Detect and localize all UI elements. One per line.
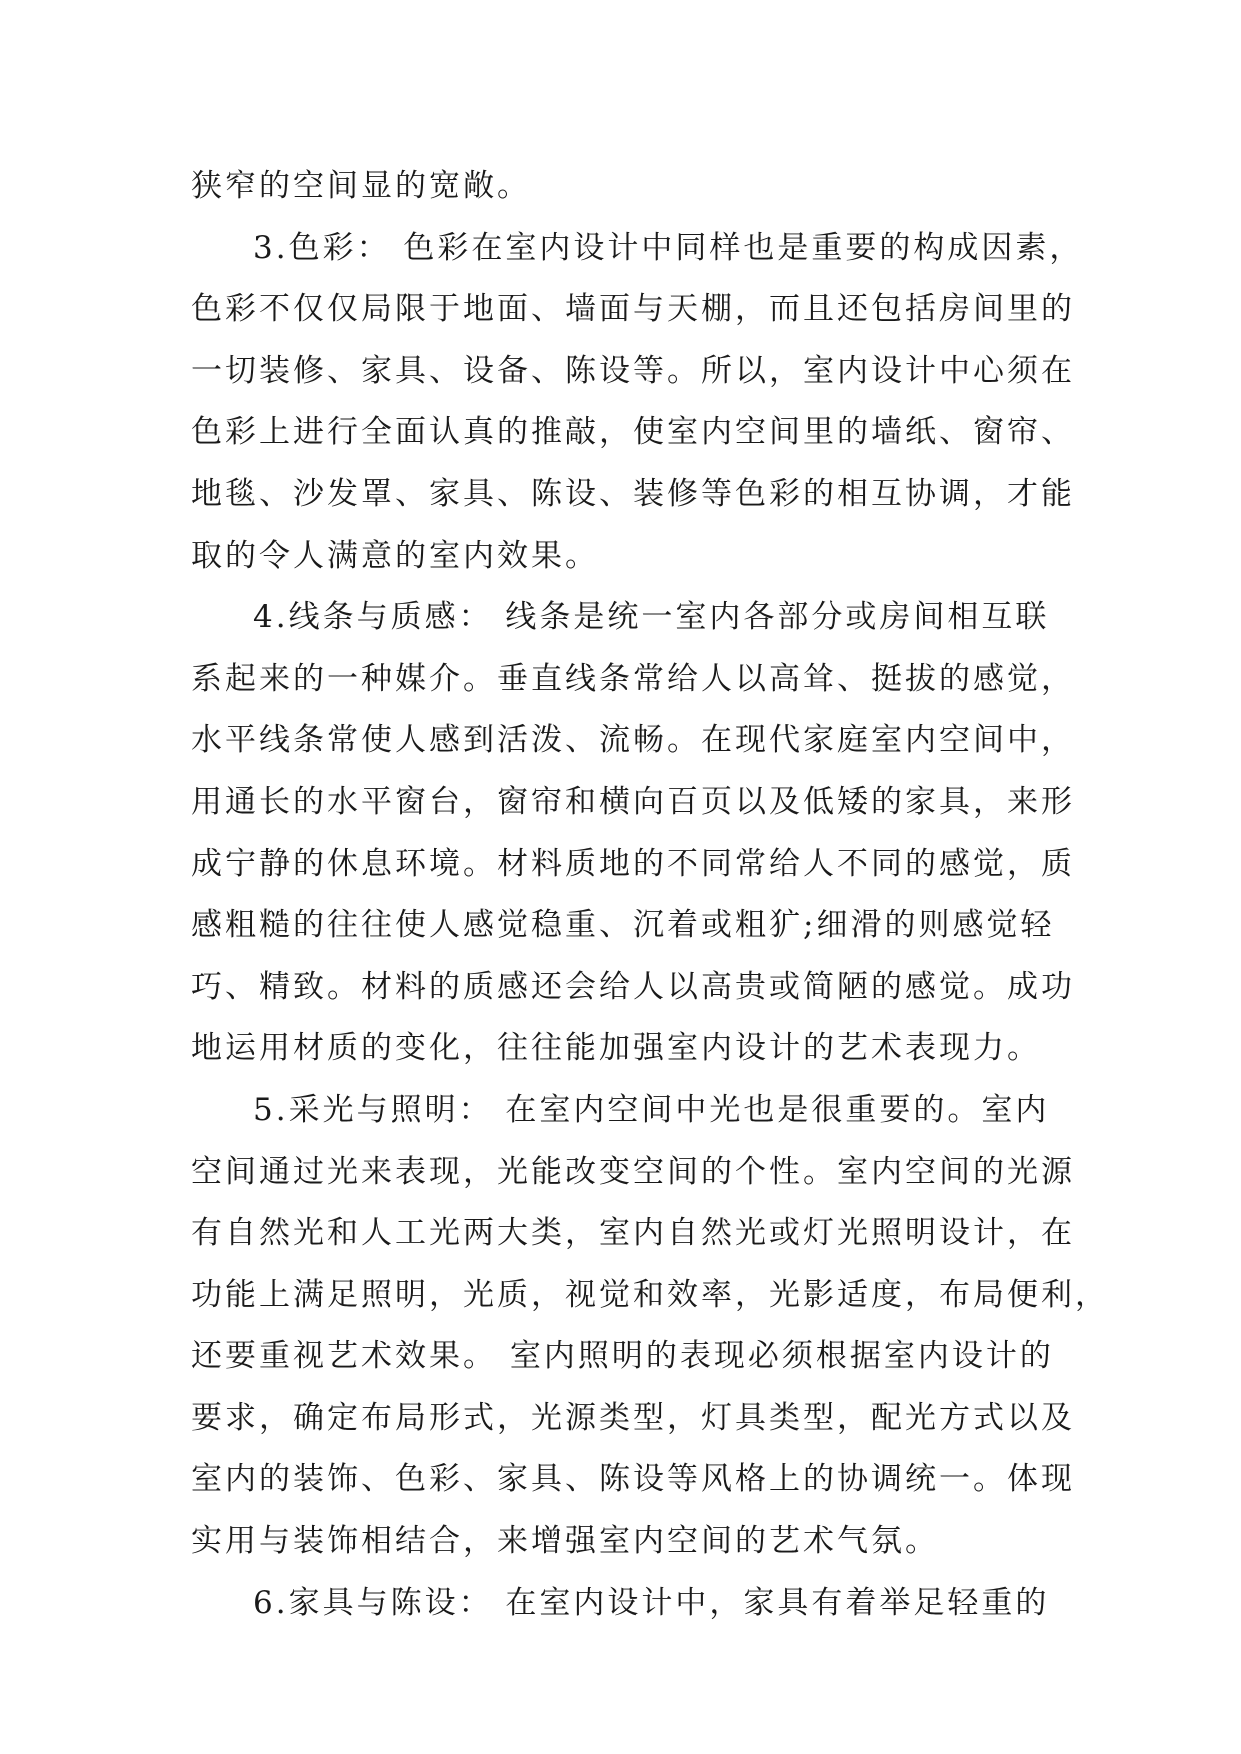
- text-line: 还要重视艺术效果。 室内照明的表现必须根据室内设计的: [191, 1338, 1054, 1375]
- text-line: 狭窄的空间显的宽敞。: [191, 168, 531, 204]
- text-line: 色彩不仅仅局限于地面、墙面与天棚，而且还包括房间里的: [191, 291, 1075, 328]
- paragraph-first-line: 3.色彩： 色彩在室内设计中同样也是重要的构成因素，: [253, 229, 1084, 266]
- text-line: 要求，确定布局形式，光源类型，灯具类型，配光方式以及: [191, 1399, 1075, 1436]
- paragraph-first-line: 5.采光与照明： 在室内空间中光也是很重要的。室内: [253, 1091, 1050, 1128]
- text-line: 用通长的水平窗台，窗帘和横向百页以及低矮的家具，来形: [191, 783, 1075, 820]
- paragraph-first-line: 4.线条与质感： 线条是统一室内各部分或房间相互联: [253, 599, 1050, 636]
- text-line: 地毯、沙发罩、家具、陈设、装修等色彩的相互协调，才能: [191, 475, 1075, 512]
- text-line: 有自然光和人工光两大类，室内自然光或灯光照明设计，在: [191, 1215, 1075, 1252]
- text-line: 水平线条常使人感到活泼、流畅。在现代家庭室内空间中，: [191, 722, 1075, 759]
- text-line: 系起来的一种媒介。垂直线条常给人以高耸、挺拔的感觉，: [191, 660, 1075, 697]
- text-line: 空间通过光来表现，光能改变空间的个性。室内空间的光源: [191, 1153, 1075, 1190]
- text-line: 功能上满足照明，光质，视觉和效率，光影适度，布局便利，: [191, 1276, 1109, 1313]
- text-line: 感粗糙的往往使人感觉稳重、沉着或粗犷;细滑的则感觉轻: [191, 907, 1055, 944]
- paragraph-first-line: 6.家具与陈设： 在室内设计中，家具有着举足轻重的: [253, 1584, 1050, 1621]
- text-line: 地运用材质的变化，往往能加强室内设计的艺术表现力。: [191, 1030, 1041, 1067]
- text-line: 成宁静的休息环境。材料质地的不同常给人不同的感觉，质: [191, 845, 1075, 882]
- text-line: 实用与装饰相结合，来增强室内空间的艺术气氛。: [191, 1523, 939, 1560]
- body-text: [191, 156, 1109, 1634]
- text-line: 室内的装饰、色彩、家具、陈设等风格上的协调统一。体现: [191, 1461, 1075, 1498]
- text-line: 一切装修、家具、设备、陈设等。所以，室内设计中心须在: [191, 352, 1075, 389]
- text-line: 色彩上进行全面认真的推敲，使室内空间里的墙纸、窗帘、: [191, 414, 1075, 451]
- text-line: 取的令人满意的室内效果。: [191, 537, 599, 574]
- text-line: 巧、精致。材料的质感还会给人以高贵或简陋的感觉。成功: [191, 968, 1075, 1005]
